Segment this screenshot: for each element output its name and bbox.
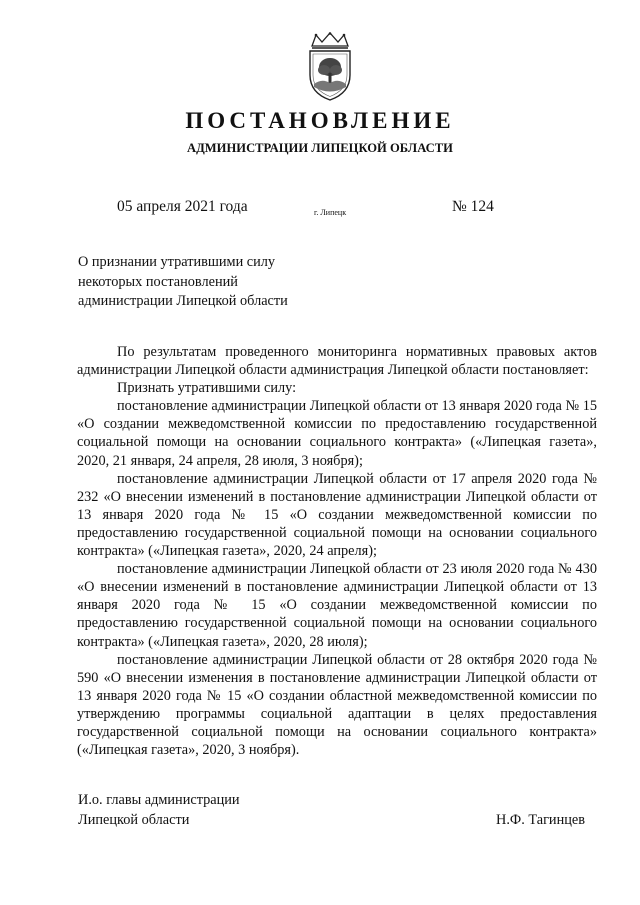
body-paragraph: постановление администрации Липецкой области от 17 апреля 2020 года № 232 «О внесении изменений в постановление администрации Липецкой области от 13 января 2020 года № 15 «О создании межведомственной комиссии по предоставлению государственной социальной помощи на основании социального контракта» («Липецкая газета», 2020, 24 апреля); — [77, 470, 597, 560]
body-paragraph: По результатам проведенного мониторинга нормативных правовых актов администрации Липецкой области администрация Липецкой области постановляет: — [77, 344, 597, 379]
document-heading — [78, 253, 288, 312]
document-body — [77, 343, 597, 759]
body-paragraph: постановление администрации Липецкой области от 13 января 2020 года № 15 «О создании межведомственной комиссии по предоставлению государственной социальной помощи на основании социального контракта» («Липецкая газета», 2020, 21 января, 24 апреля, 28 июля, 3 ноября); — [77, 398, 597, 469]
signature-position-line: Липецкой области — [78, 812, 190, 828]
heading-line: О признании утратившими силу — [78, 254, 276, 270]
body-paragraph: постановление администрации Липецкой области от 28 октября 2020 года № 590 «О внесении изменения в постановление администрации Липецкой области от 13 января 2020 года № 15 «О создании областной межведомственной комиссии по утверждению программы социальной адаптации в целях предоставления государственной социальной помощи на основании социального контракта» («Липецкая газета», 2020, 3 ноября). — [77, 651, 597, 759]
document-number: № 124 — [452, 198, 494, 215]
body-paragraph: Признать утратившими силу: — [117, 380, 297, 397]
body-paragraph: постановление администрации Липецкой области от 23 июля 2020 года № 430 «О внесении изменений в постановление администрации Липецкой области от 13 января 2020 года № 15 «О создании межведомственной комиссии по предоставлению государственной социальной помощи на основании социального контракта» («Липецкая газета», 2020, 28 июля); — [77, 561, 597, 650]
signature-position — [78, 790, 240, 830]
document-date: 05 апреля 2021 года — [117, 198, 248, 215]
heading-line: некоторых постановлений — [78, 273, 238, 290]
heading-line: администрации Липецкой области — [78, 293, 288, 309]
document-title: ПОСТАНОВЛЕНИЕ — [185, 108, 455, 133]
lipetsk-coat-of-arms-icon — [300, 32, 360, 102]
document-city: г. Липецк — [314, 208, 347, 217]
signature-position-line: И.о. главы администрации — [78, 792, 240, 808]
signature-name: Н.Ф. Тагинцев — [496, 812, 585, 828]
document-subtitle: АДМИНИСТРАЦИИ ЛИПЕЦКОЙ ОБЛАСТИ — [187, 141, 453, 155]
